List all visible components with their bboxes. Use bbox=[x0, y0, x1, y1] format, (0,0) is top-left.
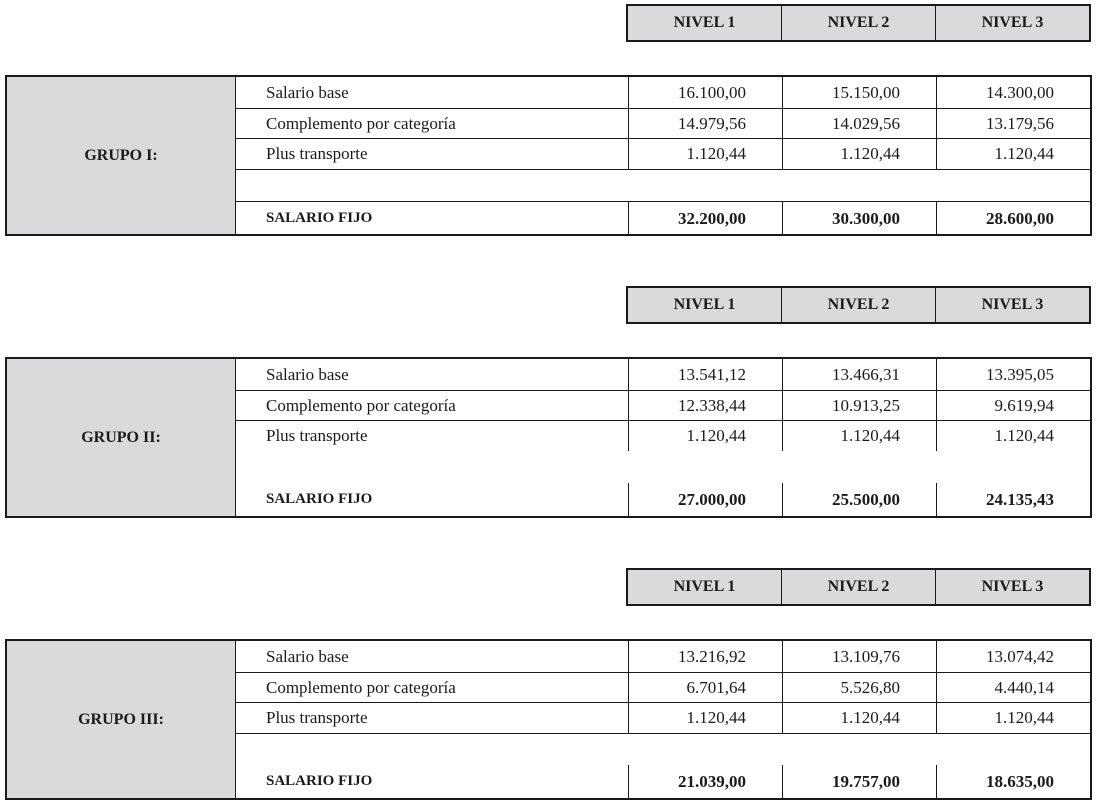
value-cell: 15.150,00 bbox=[782, 77, 936, 108]
value-cell: 13.466,31 bbox=[782, 359, 936, 390]
total-value: 18.635,00 bbox=[936, 765, 1090, 798]
concept-cell: Complemento por categoría bbox=[266, 114, 456, 133]
value-cell: 1.120,44 bbox=[782, 139, 936, 169]
value-cell: 1.120,44 bbox=[936, 703, 1090, 733]
group-table bbox=[5, 639, 1092, 800]
table-row bbox=[236, 390, 1090, 421]
total-row bbox=[236, 201, 1090, 235]
value-cell: 1.120,44 bbox=[628, 421, 782, 451]
total-label: SALARIO FIJO bbox=[266, 773, 373, 789]
value-cell: 13.109,76 bbox=[782, 641, 936, 672]
concept-cell: Salario base bbox=[266, 646, 349, 666]
value-cell: 6.701,64 bbox=[628, 673, 782, 703]
total-value: 25.500,00 bbox=[782, 483, 936, 516]
group-table bbox=[5, 75, 1092, 236]
total-row bbox=[236, 765, 1090, 798]
table-row bbox=[236, 672, 1090, 703]
total-value: 27.000,00 bbox=[628, 483, 782, 516]
value-cell: 4.440,14 bbox=[936, 673, 1090, 703]
value-cell: 10.913,25 bbox=[782, 391, 936, 421]
value-cell: 12.338,44 bbox=[628, 391, 782, 421]
total-value: 21.039,00 bbox=[628, 765, 782, 798]
total-value: 28.600,00 bbox=[936, 202, 1090, 235]
value-cell: 13.179,56 bbox=[936, 109, 1090, 139]
empty-row bbox=[236, 733, 1090, 766]
total-value: 19.757,00 bbox=[782, 765, 936, 798]
value-cell: 1.120,44 bbox=[628, 703, 782, 733]
value-cell: 14.300,00 bbox=[936, 77, 1090, 108]
empty-row bbox=[236, 169, 1090, 202]
level-3-header: NIVEL 3 bbox=[935, 6, 1089, 40]
value-cell: 1.120,44 bbox=[782, 703, 936, 733]
total-value: 32.200,00 bbox=[628, 202, 782, 235]
total-label: SALARIO FIJO bbox=[266, 491, 373, 507]
table-row bbox=[236, 420, 1090, 451]
value-cell: 13.541,12 bbox=[628, 359, 782, 390]
total-value: 30.300,00 bbox=[782, 202, 936, 235]
value-cell: 1.120,44 bbox=[936, 139, 1090, 169]
empty-row bbox=[236, 450, 1090, 483]
level-1-header: NIVEL 1 bbox=[673, 578, 736, 595]
concept-cell: Plus transporte bbox=[266, 426, 368, 445]
concept-cell: Plus transporte bbox=[266, 708, 368, 727]
level-2-header: NIVEL 2 bbox=[781, 570, 935, 604]
level-1-header: NIVEL 1 bbox=[673, 14, 736, 31]
level-1-header: NIVEL 1 bbox=[673, 296, 736, 313]
level-3-header: NIVEL 3 bbox=[935, 570, 1089, 604]
level-2-header: NIVEL 2 bbox=[781, 288, 935, 322]
concept-cell: Complemento por categoría bbox=[266, 396, 456, 415]
group-label: GRUPO I: bbox=[7, 77, 236, 234]
value-cell: 9.619,94 bbox=[936, 391, 1090, 421]
value-cell: 5.526,80 bbox=[782, 673, 936, 703]
value-cell: 13.074,42 bbox=[936, 641, 1090, 672]
total-row bbox=[236, 483, 1090, 516]
value-cell: 14.979,56 bbox=[628, 109, 782, 139]
group-table bbox=[5, 357, 1092, 518]
level-2-header: NIVEL 2 bbox=[781, 6, 935, 40]
value-cell: 1.120,44 bbox=[628, 139, 782, 169]
concept-cell: Salario base bbox=[266, 82, 349, 102]
concept-cell: Complemento por categoría bbox=[266, 678, 456, 697]
value-cell: 13.216,92 bbox=[628, 641, 782, 672]
value-cell: 14.029,56 bbox=[782, 109, 936, 139]
concept-cell: Plus transporte bbox=[266, 144, 368, 163]
value-cell: 1.120,44 bbox=[782, 421, 936, 451]
value-cell: 1.120,44 bbox=[936, 421, 1090, 451]
level-header bbox=[626, 4, 1091, 42]
concept-cell: Salario base bbox=[266, 364, 349, 384]
level-header bbox=[626, 568, 1091, 606]
table-row bbox=[236, 138, 1090, 169]
level-3-header: NIVEL 3 bbox=[935, 288, 1089, 322]
table-row bbox=[236, 641, 1090, 672]
value-cell: 16.100,00 bbox=[628, 77, 782, 108]
level-header bbox=[626, 286, 1091, 324]
table-row bbox=[236, 77, 1090, 108]
table-row bbox=[236, 359, 1090, 390]
table-row bbox=[236, 702, 1090, 733]
table-row bbox=[236, 108, 1090, 139]
group-label: GRUPO II: bbox=[7, 359, 236, 516]
group-label: GRUPO III: bbox=[7, 641, 236, 798]
value-cell: 13.395,05 bbox=[936, 359, 1090, 390]
total-label: SALARIO FIJO bbox=[266, 210, 373, 226]
total-value: 24.135,43 bbox=[936, 483, 1090, 516]
